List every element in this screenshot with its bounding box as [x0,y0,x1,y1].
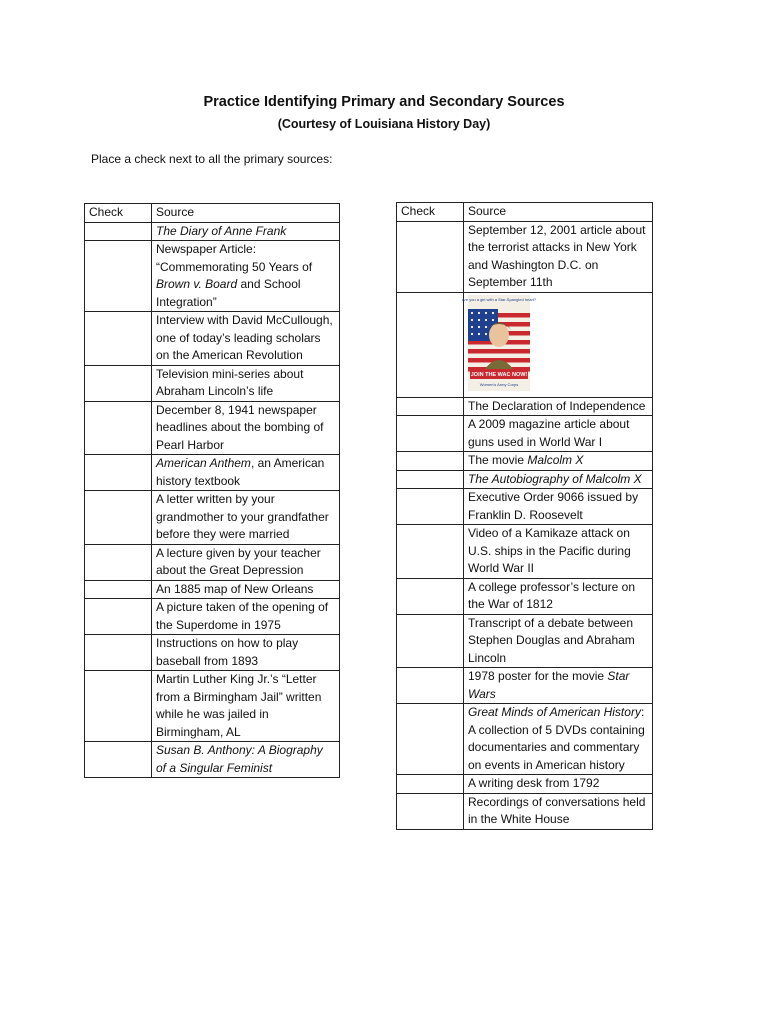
check-cell[interactable] [85,671,152,742]
check-cell[interactable] [397,668,464,704]
table-row [85,222,340,241]
source-text: Brown v. Board [156,277,238,291]
source-cell [464,452,653,471]
source-text: An 1885 map of New Orleans [156,581,314,596]
check-cell[interactable] [397,704,464,775]
source-cell [464,397,653,416]
poster-bottom-text: Women's Army Corps [479,381,519,387]
sources-table-left [84,203,340,778]
source-cell [464,793,653,829]
source-text: Newspaper Article: “Commemorating 50 Years of [156,242,313,274]
source-text: 1978 poster for the movie [468,669,608,683]
table-row [85,599,340,635]
check-cell[interactable] [397,292,464,397]
source-text: Executive Order 9066 issued by Franklin D. Roosevelt [468,490,639,522]
check-cell[interactable] [397,614,464,668]
check-cell[interactable] [85,312,152,366]
page-subtitle: (Courtesy of Louisiana History Day) [277,117,491,131]
source-text: Susan B. Anthony: A Biography of a Singular Feminist [156,743,323,775]
source-cell [152,312,340,366]
check-cell[interactable] [85,580,152,599]
table-row [85,742,340,778]
check-cell[interactable] [85,401,152,455]
source-text: December 8, 1941 newspaper headlines about the bombing of Pearl Harbor [156,402,324,452]
source-text: Malcolm X [527,453,584,467]
check-cell[interactable] [85,222,152,241]
source-text: and School Integration” [156,277,301,309]
source-cell [152,671,340,742]
check-cell[interactable] [397,452,464,471]
source-cell [464,416,653,452]
check-cell[interactable] [85,241,152,312]
source-cell [152,241,340,312]
source-cell [464,614,653,668]
source-text: A lecture given by your teacher about the Great Depression [156,545,321,577]
table-row [397,452,653,471]
check-cell[interactable] [85,491,152,545]
check-cell[interactable] [397,525,464,579]
check-cell[interactable] [397,397,464,416]
page-title: Practice Identifying Primary and Secondary Sources [203,94,565,110]
sources-table-right [396,202,653,830]
table-row [397,793,653,829]
table-row [397,614,653,668]
source-text: Instructions on how to play baseball from 1893 [156,636,299,668]
check-cell[interactable] [85,544,152,580]
source-cell [152,580,340,599]
table-row [85,671,340,742]
source-cell [152,365,340,401]
source-text: Star Wars [468,669,630,701]
source-text: Video of a Kamikaze attack on U.S. ships in the Pacific during World War II [468,526,631,575]
source-cell [464,489,653,525]
table-row [85,635,340,671]
check-cell[interactable] [397,775,464,794]
table-row [397,578,653,614]
source-text: The movie [468,453,528,467]
source-text: September 12, 2001 article about the terrorist attacks in New York and Washington D.C. on September 11th [468,222,646,289]
source-text: Transcript of a debate between Stephen Douglas and Abraham Lincoln [468,615,635,665]
check-cell[interactable] [397,578,464,614]
source-cell [152,635,340,671]
table-row [85,580,340,599]
table-row [397,525,653,579]
instruction-text: Place a check next to all the primary sources: [91,152,333,166]
source-text: Great Minds of American History [468,705,641,719]
table-row [85,365,340,401]
check-cell[interactable] [397,793,464,829]
source-cell [152,544,340,580]
source-cell [464,578,653,614]
table-row [397,668,653,704]
table-row [397,704,653,775]
source-cell [464,775,653,794]
source-text: : A collection of 5 DVDs containing documentaries and commentary on events in American history [468,705,645,772]
check-column-header: Check [397,203,464,222]
source-text: A writing desk from 1792 [468,776,600,790]
source-text: American Anthem [156,456,251,470]
table-row [85,544,340,580]
source-cell [464,704,653,775]
source-text: A college professor’s lecture on the War of 1812 [468,579,635,611]
table-row [397,489,653,525]
source-text: A 2009 magazine article about guns used in World War I [468,417,630,449]
source-cell [152,222,340,241]
table-row [397,292,653,397]
source-cell [152,599,340,635]
check-cell[interactable] [85,635,152,671]
poster-top-text: Are you a girl with a Star-Spangled heart? [461,296,537,302]
check-cell[interactable] [397,416,464,452]
check-column-header: Check [85,204,152,223]
table-row [397,397,653,416]
source-column-header: Source [464,203,653,222]
check-cell[interactable] [397,470,464,489]
table-row [85,401,340,455]
source-cell [464,525,653,579]
source-text: The Declaration of Independence [468,398,646,413]
check-cell[interactable] [85,742,152,778]
source-cell [152,491,340,545]
source-column-header: Source [152,204,340,223]
table-row [397,221,653,292]
wac-poster-image [461,295,537,391]
source-text: Martin Luther King Jr.’s “Letter from a Birmingham Jail” written while he was jailed in Birmingham, AL [156,672,322,739]
source-cell [464,668,653,704]
source-text: A letter written by your grandmother to your grandfather before they were married [156,492,329,541]
check-cell[interactable] [85,365,152,401]
source-cell [152,455,340,491]
source-cell [152,742,340,778]
poster-image [461,295,537,391]
source-text: Television mini-series about Abraham Lincoln’s life [156,366,304,398]
source-text: Interview with David McCullough, one of today’s leading scholars on the American Revolution [156,313,333,362]
source-cell [464,221,653,292]
check-cell[interactable] [85,599,152,635]
source-cell [152,401,340,455]
source-text: , an American history textbook [156,456,325,488]
table-row [85,491,340,545]
source-text: A picture taken of the opening of the Superdome in 1975 [156,600,329,632]
check-cell[interactable] [397,221,464,292]
table-row [85,241,340,312]
table-row [397,416,653,452]
check-cell[interactable] [85,455,152,491]
check-cell[interactable] [397,489,464,525]
table-row [397,775,653,794]
table-header-row [85,204,340,223]
table-row [397,470,653,489]
table-row [85,312,340,366]
source-cell [461,292,653,397]
source-text: The Diary of Anne Frank [156,223,287,238]
poster-banner-text: JOIN THE WAC NOW! [470,371,528,378]
table-header-row [397,203,653,222]
source-text: The Autobiography of Malcolm X [468,471,642,486]
table-row [85,455,340,491]
source-text: Recordings of conversations held in the White House [468,794,646,826]
source-cell [464,470,653,489]
